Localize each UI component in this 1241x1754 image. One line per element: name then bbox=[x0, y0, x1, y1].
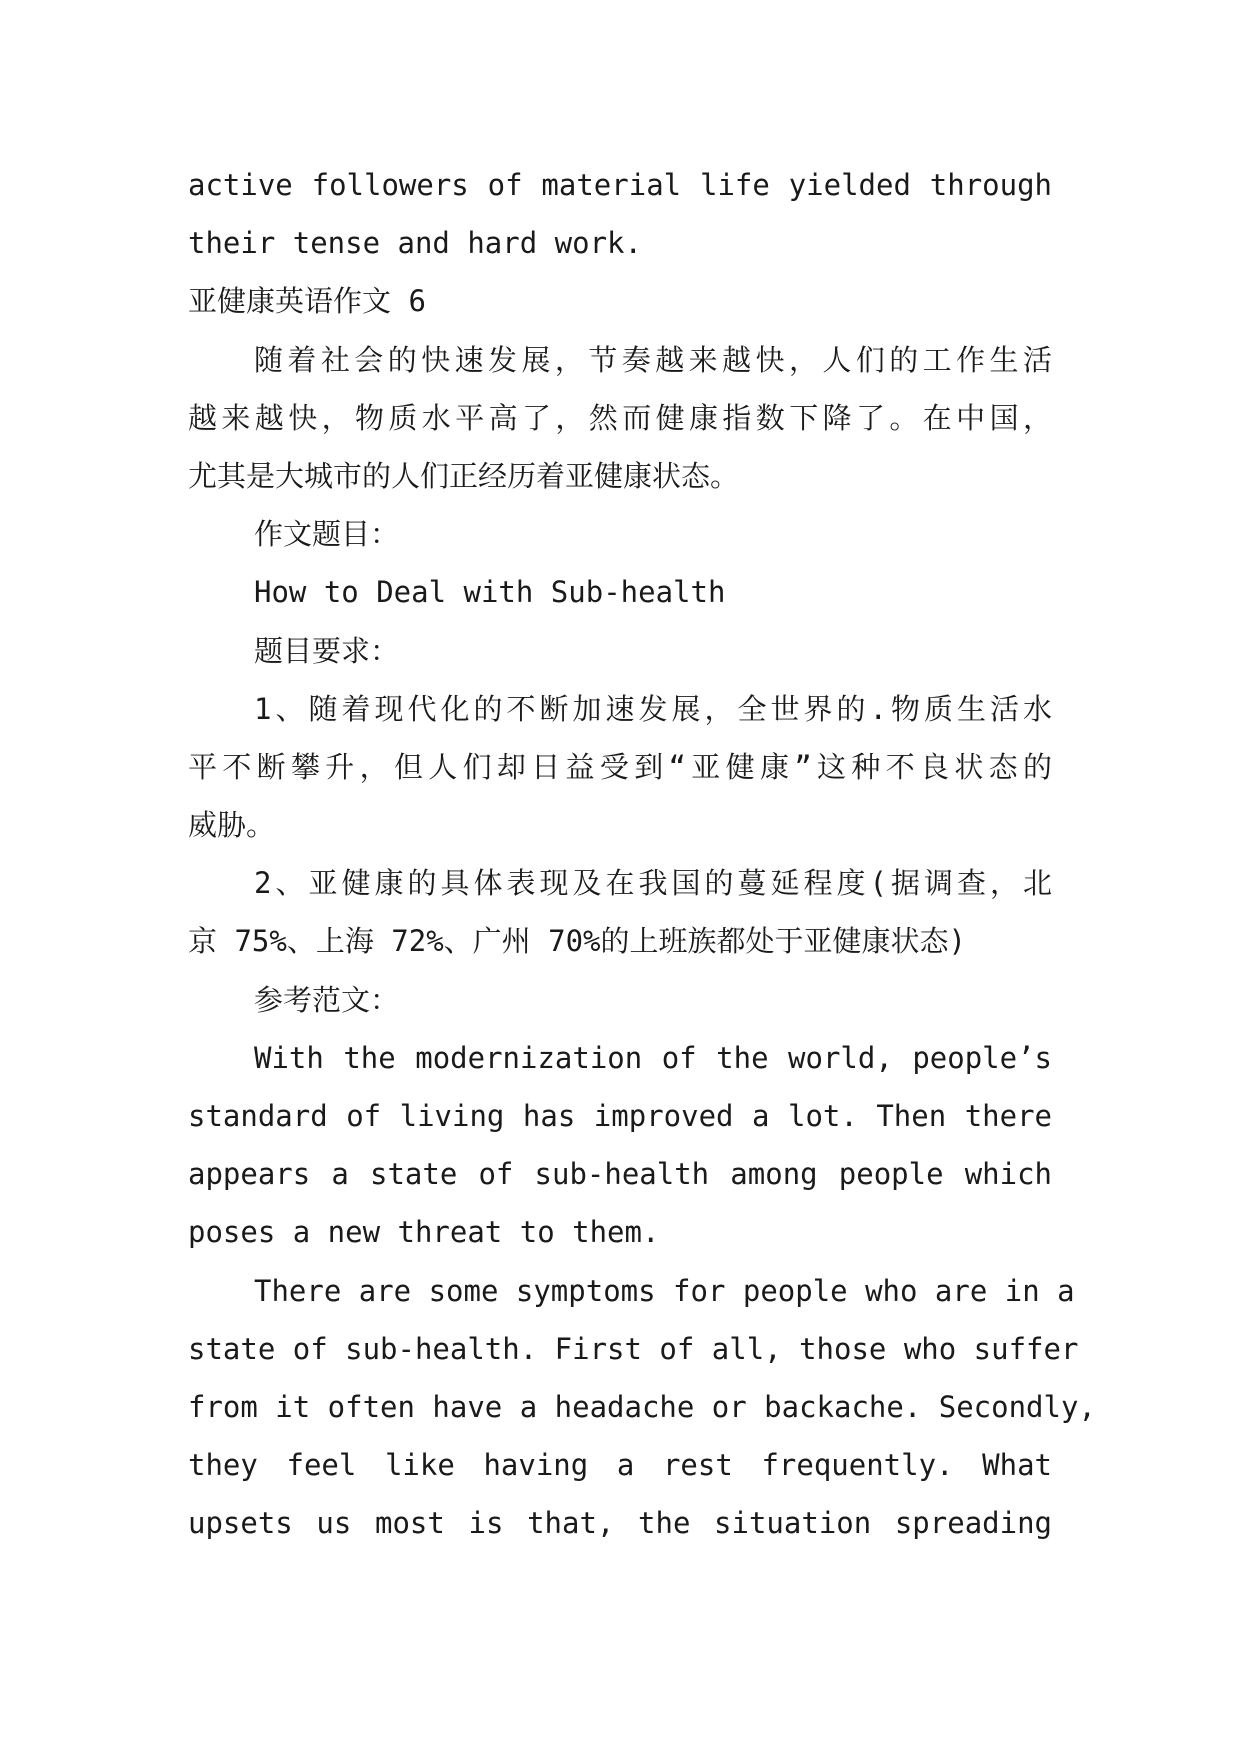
text-line: poses a new threat to them. bbox=[188, 1215, 660, 1250]
text-line: upsets us most is that, the situation spreading bbox=[188, 1506, 1052, 1541]
text-line: 随着社会的快速发展，节奏越来越快，人们的工作生活 bbox=[254, 342, 1052, 377]
text-line: With the modernization of the world, people’s bbox=[254, 1040, 1052, 1075]
text-line: from it often have a headache or backache. Secondly, bbox=[188, 1389, 1096, 1424]
section-heading: 亚健康英语作文 6 bbox=[188, 284, 426, 319]
text-line: appears a state of sub-health among people which bbox=[188, 1157, 1052, 1192]
text-line: their tense and hard work. bbox=[188, 226, 642, 261]
text-line: 京 75%、上海 72%、广州 70%的上班族都处于亚健康状态) bbox=[188, 924, 966, 959]
text-line: standard of living has improved a lot. Then there bbox=[188, 1099, 1052, 1133]
text-line: 参考范文： bbox=[254, 982, 400, 1017]
essay-title: How to Deal with Sub-health bbox=[254, 575, 726, 610]
text-line: 越来越快，物质水平高了，然而健康指数下降了。在中国， bbox=[188, 400, 1052, 435]
text-line: 2、亚健康的具体表现及在我国的蔓延程度(据调查，北 bbox=[254, 866, 1052, 901]
text-line: active followers of material life yielded through bbox=[188, 168, 1052, 202]
document-body bbox=[188, 156, 1096, 1553]
text-line: 尤其是大城市的人们正经历着亚健康状态。 bbox=[188, 458, 740, 493]
text-line: There are some symptoms for people who are in a bbox=[254, 1273, 1075, 1308]
text-line: 作文题目： bbox=[254, 517, 400, 552]
text-line: 平不断攀升，但人们却日益受到“亚健康”这种不良状态的 bbox=[188, 749, 1052, 784]
text-line: 题目要求： bbox=[254, 633, 400, 668]
text-line: 1、随着现代化的不断加速发展，全世界的.物质生活水 bbox=[254, 691, 1052, 726]
text-line: they feel like having a rest frequently. What bbox=[188, 1448, 1052, 1483]
text-line: 威胁。 bbox=[188, 808, 276, 843]
text-line: state of sub-health. First of all, those who suffer bbox=[188, 1331, 1079, 1366]
